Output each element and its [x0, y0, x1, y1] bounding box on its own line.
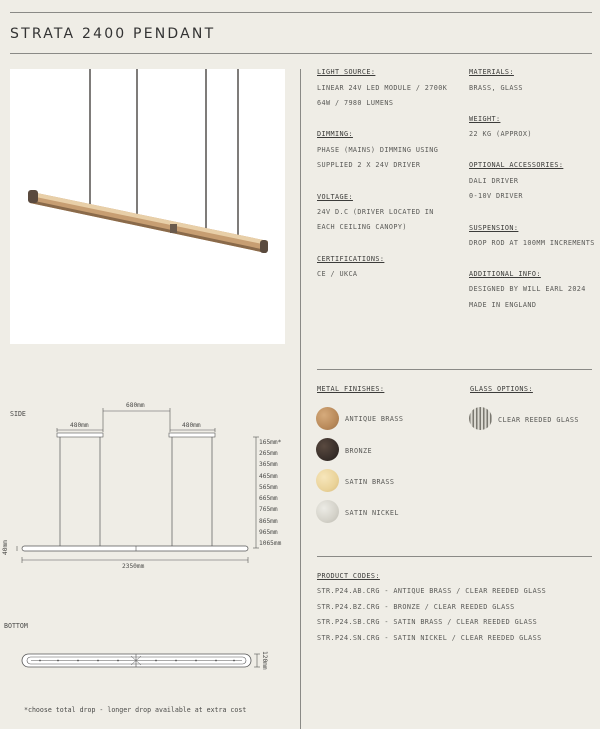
product-photo [10, 69, 285, 344]
dimming-line-1: PHASE (MAINS) DIMMING USING [317, 146, 439, 154]
body-width-dim: 120mm [261, 651, 268, 670]
bottom-view-label: BOTTOM [4, 622, 28, 630]
body-height-dim: 40mm [2, 540, 9, 555]
canopy-width-right-dim: 480mm [182, 422, 201, 429]
satin-brass-name: SATIN BRASS [345, 478, 395, 486]
weight-label: WEIGHT: [469, 115, 501, 123]
clear-reeded-glass-name: CLEAR REEDED GLASS [498, 416, 579, 424]
antique-brass-name: ANTIQUE BRASS [345, 415, 404, 423]
satin-brass-swatch [316, 469, 339, 492]
drop-option: 365mm [259, 461, 278, 468]
bottom-view-drawing [0, 648, 300, 688]
product-codes-label: PRODUCT CODES: [317, 572, 380, 580]
materials-line-1: BRASS, GLASS [469, 84, 523, 92]
light-source-line-1: LINEAR 24V LED MODULE / 2700K [317, 84, 448, 92]
drop-option: 665mm [259, 495, 278, 502]
drop-option: 865mm [259, 518, 278, 525]
drop-option: 165mm* [259, 439, 282, 446]
light-source-line-2: 64W / 7980 LUMENS [317, 99, 394, 107]
bronze-swatch [316, 438, 339, 461]
voltage-line-1: 24V D.C (DRIVER LOCATED IN [317, 208, 434, 216]
bronze-name: BRONZE [345, 447, 372, 455]
drop-option: 965mm [259, 529, 278, 536]
metal-finishes-label: METAL FINISHES: [317, 385, 385, 393]
side-view-label: SIDE [10, 410, 26, 418]
product-code-4: STR.P24.SN.CRG - SATIN NICKEL / CLEAR REEDED GLASS [317, 634, 542, 642]
finishes-rule [317, 369, 592, 370]
drop-option: 465mm [259, 473, 278, 480]
footnote: *choose total drop - longer drop available at extra cost [24, 706, 247, 714]
product-code-1: STR.P24.AB.CRG - ANTIQUE BRASS / CLEAR REEDED GLASS [317, 587, 547, 595]
drop-option: 1065mm [259, 540, 282, 547]
additional-info-line-2: MADE IN ENGLAND [469, 301, 537, 309]
product-code-2: STR.P24.BZ.CRG - BRONZE / CLEAR REEDED GLASS [317, 603, 515, 611]
satin-nickel-name: SATIN NICKEL [345, 509, 399, 517]
antique-brass-swatch [316, 407, 339, 430]
drop-option: 265mm [259, 450, 278, 457]
drop-option: 565mm [259, 484, 278, 491]
product-codes-rule [317, 556, 592, 557]
optional-accessories-line-1: DALI DRIVER [469, 177, 519, 185]
voltage-line-2: EACH CEILING CANOPY) [317, 223, 407, 231]
certifications-line-1: CE / UKCA [317, 270, 358, 278]
clear-reeded-glass-swatch [469, 407, 492, 430]
certifications-label: CERTIFICATIONS: [317, 255, 385, 263]
materials-label: MATERIALS: [469, 68, 514, 76]
side-view-drawing [0, 390, 300, 590]
canopy-spacing-dim: 680mm [126, 402, 145, 409]
satin-nickel-swatch [316, 500, 339, 523]
total-length-dim: 2350mm [122, 563, 145, 570]
weight-line-1: 22 KG (APPROX) [469, 130, 532, 138]
glass-options-label: GLASS OPTIONS: [470, 385, 533, 393]
optional-accessories-label: OPTIONAL ACCESSORIES: [469, 161, 564, 169]
additional-info-label: ADDITIONAL INFO: [469, 270, 541, 278]
additional-info-line-1: DESIGNED BY WILL EARL 2024 [469, 285, 586, 293]
dimming-line-2: SUPPLIED 2 X 24V DRIVER [317, 161, 421, 169]
header-rule [10, 53, 592, 54]
top-rule [10, 12, 592, 13]
pendant-illustration [10, 69, 285, 344]
voltage-label: VOLTAGE: [317, 193, 353, 201]
dimming-label: DIMMING: [317, 130, 353, 138]
suspension-label: SUSPENSION: [469, 224, 519, 232]
page-title: STRATA 2400 PENDANT [10, 26, 216, 42]
optional-accessories-line-2: 0-10V DRIVER [469, 192, 523, 200]
product-code-3: STR.P24.SB.CRG - SATIN BRASS / CLEAR REEDED GLASS [317, 618, 538, 626]
canopy-width-left-dim: 480mm [70, 422, 89, 429]
light-source-label: LIGHT SOURCE: [317, 68, 376, 76]
column-divider [300, 69, 301, 729]
suspension-line-1: DROP ROD AT 100MM INCREMENTS [469, 239, 595, 247]
drop-option: 765mm [259, 506, 278, 513]
